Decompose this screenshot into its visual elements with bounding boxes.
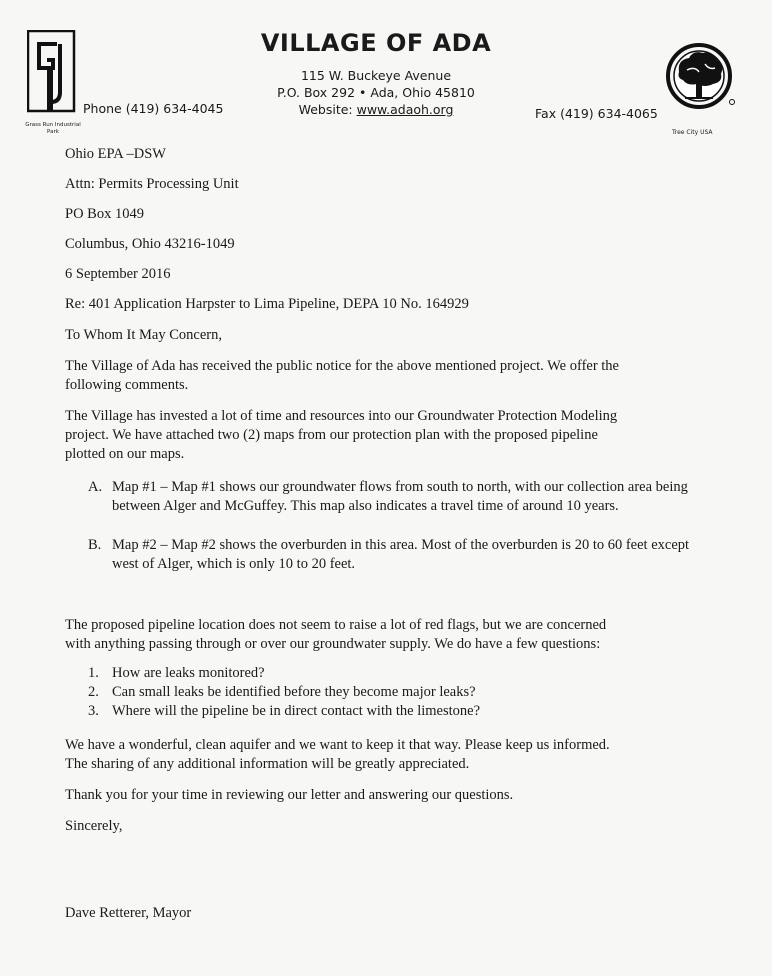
address-line-4: Columbus, Ohio 43216-1049 <box>65 236 235 252</box>
list-item-text: Can small leaks be identified before they become major leaks? <box>112 684 476 700</box>
list-item <box>88 703 480 720</box>
address-line-2: Attn: Permits Processing Unit <box>65 176 239 192</box>
website-link[interactable]: www.adaoh.org <box>356 102 454 117</box>
list-marker: 2. <box>88 684 99 700</box>
po-box-address: P.O. Box 292 • Ada, Ohio 45810 <box>277 85 475 100</box>
list-item-text: Map #1 – Map #1 shows our groundwater flows from south to north, with our collection area being between Alger and McGuffey. This map also indicates a travel time of around 10 years. <box>112 479 688 514</box>
paragraph-2-line-2: project. We have attached two (2) maps from our protection plan with the proposed pipeline <box>65 427 598 443</box>
address-line-3: PO Box 1049 <box>65 206 144 222</box>
paragraph-3-line-2: with anything passing through or over our groundwater supply. We do have a few questions: <box>65 636 601 652</box>
village-name: VILLAGE OF ADA <box>260 29 492 57</box>
list-item <box>88 536 698 574</box>
address-line-1: Ohio EPA –DSW <box>65 146 166 162</box>
subject-line: Re: 401 Application Harpster to Lima Pipeline, DEPA 10 No. 164929 <box>65 296 469 312</box>
paragraph-1-line-1: The Village of Ada has received the public notice for the above mentioned project. We offer the <box>65 358 619 374</box>
website-label: Website: <box>298 102 357 117</box>
paragraph-2-line-1: The Village has invested a lot of time and resources into our Groundwater Protection Modeling <box>65 408 618 424</box>
phone-number: Phone (419) 634-4045 <box>83 101 224 116</box>
list-marker: 1. <box>88 665 99 681</box>
list-marker: 3. <box>88 703 99 719</box>
list-item-text: How are leaks monitored? <box>112 665 265 681</box>
fax-number: Fax (419) 634-4065 <box>535 106 658 121</box>
signature-name: Dave Retterer, Mayor <box>65 905 192 921</box>
salutation: To Whom It May Concern, <box>65 327 222 343</box>
website-line <box>226 102 526 117</box>
tree-city-usa-logo <box>665 42 737 114</box>
right-logo-caption: Tree City USA <box>672 129 713 136</box>
paragraph-5: Thank you for your time in reviewing our letter and answering our questions. <box>65 787 514 803</box>
street-address: 115 W. Buckeye Avenue <box>300 68 452 83</box>
paragraph-4-line-1: We have a wonderful, clean aquifer and we want to keep it that way. Please keep us informed. <box>65 737 610 753</box>
paragraph-3-line-1: The proposed pipeline location does not seem to raise a lot of red flags, but we are concerned <box>65 617 607 633</box>
list-item <box>88 478 698 535</box>
list-item-text: Map #2 – Map #2 shows the overburden in this area. Most of the overburden is 20 to 60 feet except west of Alger, which is only 10 to 20 feet. <box>112 537 690 572</box>
paragraph-4-line-2: The sharing of any additional information will be greatly appreciated. <box>65 756 470 772</box>
list-item <box>88 665 265 682</box>
letter-date: 6 September 2016 <box>65 266 171 282</box>
list-item-text: Where will the pipeline be in direct contact with the limestone? <box>112 703 481 719</box>
paragraph-2-line-3: plotted on our maps. <box>65 446 185 462</box>
left-logo-caption: Grass Run Industrial Park <box>25 122 81 135</box>
list-marker: B. <box>88 537 102 553</box>
paragraph-1-line-2: following comments. <box>65 377 189 393</box>
closing: Sincerely, <box>65 818 123 834</box>
list-item <box>88 684 476 701</box>
list-marker: A. <box>88 479 103 495</box>
grass-run-industrial-park-logo <box>27 30 77 115</box>
